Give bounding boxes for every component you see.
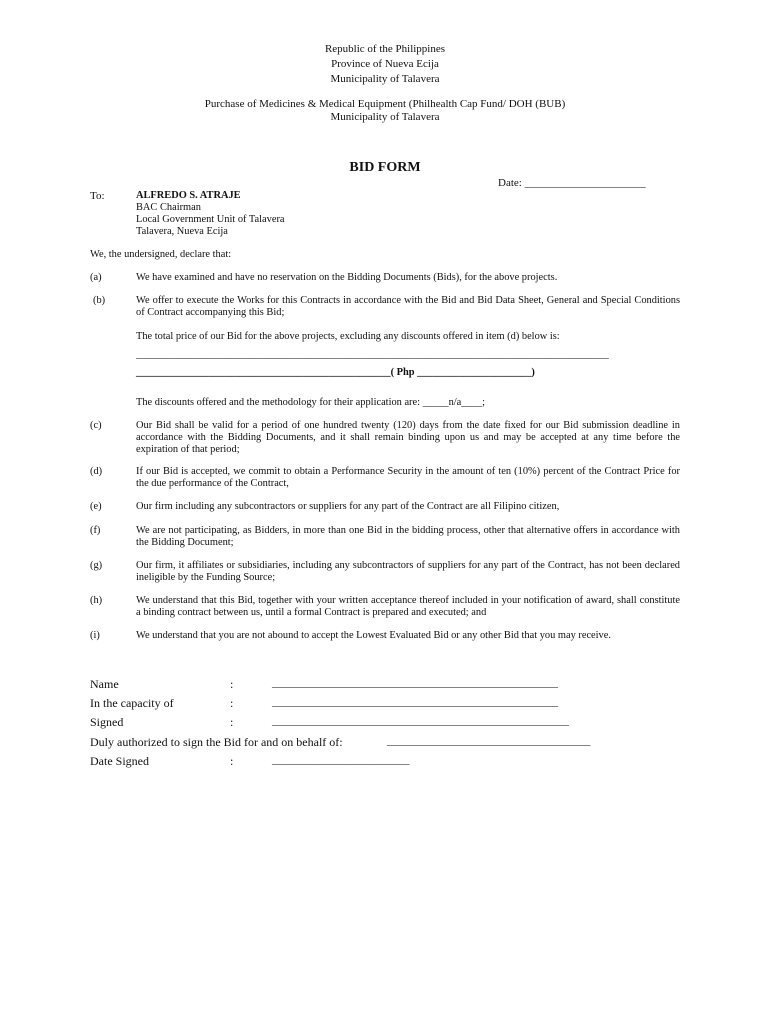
item-a-label: (a) [90, 272, 102, 283]
name-label: Name [90, 677, 119, 691]
recipient-position: BAC Chairman [136, 202, 201, 213]
item-h-label: (h) [90, 595, 103, 606]
date-field: Date: ______________________ [498, 177, 646, 189]
project-title: Purchase of Medicines & Medical Equipment (Philhealth Cap Fund/ DOH (BUB) [204, 98, 566, 110]
page-title: BID FORM [349, 160, 421, 175]
capacity-label: In the capacity of [90, 696, 174, 710]
discounts-text: The discounts offered and the methodology for their application are: _____n/a____; [136, 397, 485, 408]
item-g-label: (g) [90, 560, 103, 571]
item-d-label: (d) [90, 466, 103, 477]
name-colon: : [230, 677, 234, 691]
date-signed-label: Date Signed [90, 754, 149, 768]
capacity-field[interactable]: ____________________________________________________ [272, 696, 558, 708]
item-a-text: We have examined and have no reservation on the Bidding Documents (Bids), for the above projects. [136, 272, 558, 283]
item-i-label: (i) [90, 630, 100, 641]
item-e-text: Our firm including any subcontractors or suppliers for any part of the Contract are all Filipino citizen, [136, 501, 560, 512]
date-signed-field[interactable]: _________________________ [272, 754, 410, 766]
item-e-label: (e) [90, 501, 102, 512]
signed-colon: : [230, 715, 234, 729]
item-b-text: We offer to execute the Works for this Contracts in accordance with the Bid and Bid Data Sheet, General and Special Conditions of Contract accompanying this Bid; [136, 295, 680, 318]
item-f-label: (f) [90, 525, 101, 536]
recipient-office: Local Government Unit of Talavera [136, 214, 285, 225]
signed-label: Signed [90, 715, 124, 729]
header-province: Province of Nueva Ecija [331, 58, 439, 70]
item-h-text: We understand that this Bid, together with your written acceptance thereof included in your notification of award, shall constitute a binding contract between us, until a formal Contract is prepared and executed; and [136, 595, 680, 618]
project-municipality: Municipality of Talavera [330, 111, 440, 123]
name-field[interactable]: ____________________________________________________ [272, 677, 558, 689]
item-d-text: If our Bid is accepted, we commit to obtain a Performance Security in the amount of ten (10%) percent of the Contract Price for the due performance of the Contract, [136, 466, 680, 489]
item-i-text: We understand that you are not abound to accept the Lowest Evaluated Bid or any other Bid that you may receive. [136, 630, 611, 641]
recipient-name: ALFREDO S. ATRAJE [136, 190, 241, 201]
header-municipality: Municipality of Talavera [330, 73, 440, 85]
item-b-label: (b) [93, 295, 106, 306]
to-label: To: [90, 190, 105, 202]
total-price-text: The total price of our Bid for the above projects, excluding any discounts offered in item (d) below is: [136, 331, 560, 342]
recipient-address: Talavera, Nueva Ecija [136, 226, 228, 237]
capacity-colon: : [230, 696, 234, 710]
total-price-blank-line: ___________________________________________________________________________________________ [136, 349, 609, 360]
intro-text: We, the undersigned, declare that: [90, 249, 232, 260]
signed-field[interactable]: ______________________________________________________ [272, 715, 569, 727]
item-g-text: Our firm, it affiliates or subsidiaries, including any subcontractors of suppliers for any part of the Contract, has not been declared ineligible by the Funding Source; [136, 560, 680, 583]
authorized-label: Duly authorized to sign the Bid for and on behalf of: [90, 735, 343, 749]
date-signed-colon: : [230, 754, 234, 768]
item-c-label: (c) [90, 420, 102, 431]
header-republic: Republic of the Philippines [324, 43, 446, 55]
item-f-text: We are not participating, as Bidders, in more than one Bid in the bidding process, other that alternative offers in accordance with the Bidding Document; [136, 525, 680, 548]
item-c-text: Our Bid shall be valid for a period of one hundred twenty (120) days from the date fixed for our Bid submission deadline in accordance with the Bidding Documents, and it shall remain binding upon us and may be accepted at any time before the expiration of that period; [136, 420, 680, 455]
authorized-field[interactable]: _____________________________________ [387, 735, 591, 747]
php-amount-line: _________________________________________________( Php ______________________) [136, 367, 535, 378]
